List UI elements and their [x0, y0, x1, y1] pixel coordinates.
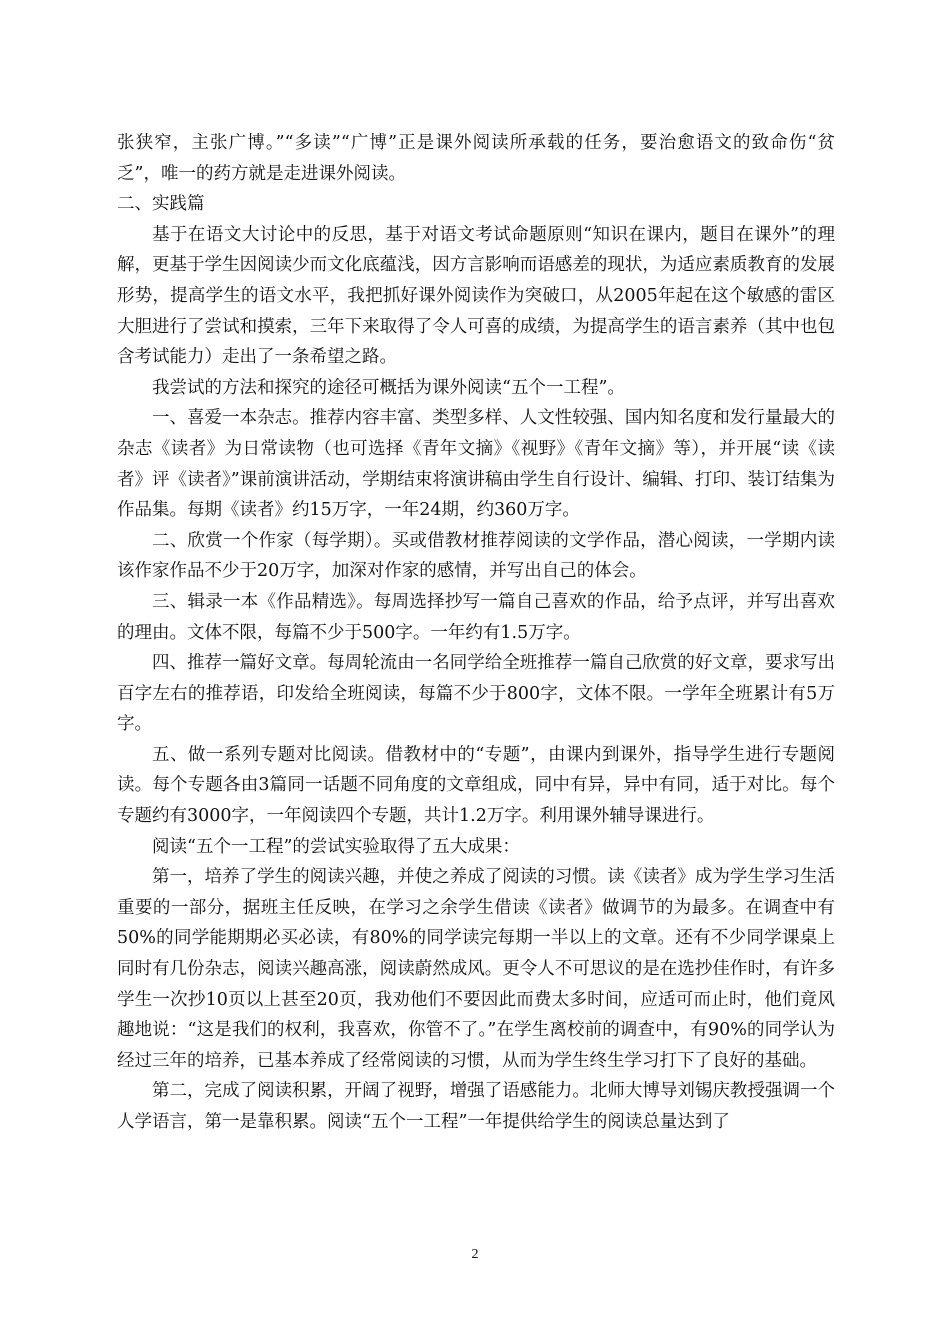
paragraph: 第一，培养了学生的阅读兴趣，并使之养成了阅读的习惯。读《读者》成为学生学习生活重要的一部分，据班主任反映，在学习之余学生借读《读者》做调节的为最多。在调查中有50%的同学能期期必买必读，有80%的同学读完每期一半以上的文章。还有不少同学课桌上同时有几份杂志，阅读兴趣高涨，阅读蔚然成风。更令人不可思议的是在选抄佳作时，有许多学生一次抄10页以上甚至20页，我劝他们不要因此而费太多时间，应适可而止时，他们竟风趣地说：“这是我们的权利，我喜欢，你管不了。”在学生离校前的调查中，有90%的同学认为经过三年的培养，已基本养成了经常阅读的习惯，从而为学生终生学习打下了良好的基础。: [117, 867, 835, 1071]
paragraph: 阅读“五个一工程”的尝试实验取得了五大成果：: [152, 836, 520, 857]
paragraph: 张狭窄，主张广博。”“多读”“广博”正是课外阅读所承载的任务，要治愈语文的致命伤“贫乏”，唯一的药方就是走进课外阅读。: [117, 133, 835, 184]
section-heading: 二、实践篇: [117, 194, 205, 215]
paragraph: 二、欣赏一个作家（每学期）。买或借教材推荐阅读的文学作品，潜心阅读，一学期内读该作家作品不少于20万字，加深对作家的感情，并写出自己的体会。: [117, 530, 835, 582]
page-number: 2: [471, 1247, 479, 1262]
body-text: [117, 128, 835, 1138]
paragraph: 三、辑录一本《作品精选》。每周选择抄写一篇自己喜欢的作品，给予点评，并写出喜欢的理由。文体不限，每篇不少于500字。一年约有1.5万字。: [117, 591, 835, 643]
paragraph: 一、喜爱一本杂志。推荐内容丰富、类型多样、人文性较强、国内知名度和发行量最大的杂志《读者》为日常读物（也可选择《青年文摘》《视野》《青年文摘》等），并开展“读《读者》评《读者》”课前演讲活动，学期结束将演讲稿由学生自行设计、编辑、打印、装订结集为作品集。每期《读者》约15万字，一年24期，约360万字。: [117, 408, 835, 521]
paragraph: 第二，完成了阅读积累，开阔了视野，增强了语感能力。北师大博导刘锡庆教授强调一个人学语言，第一是靠积累。阅读“五个一工程”一年提供给学生的阅读总量达到了: [117, 1081, 835, 1132]
paragraph: 基于在语文大讨论中的反思，基于对语文考试命题原则“知识在课内，题目在课外”的理解，更基于学生因阅读少而文化底蕴浅，因方言影响而语感差的现状，为适应素质教育的发展形势，提高学生的语文水平，我把抓好课外阅读作为突破口，从2005年起在这个敏感的雷区大胆进行了尝试和摸索，三年下来取得了令人可喜的成绩，为提高学生的语言素养（其中也包含考试能力）走出了一条希望之路。: [117, 224, 835, 368]
paragraph: 五、做一系列专题对比阅读。借教材中的“专题”，由课内到课外，指导学生进行专题阅读。每个专题各由3篇同一话题不同角度的文章组成，同中有异，异中有同，适于对比。每个专题约有3000字，一年阅读四个专题，共计1.2万字。利用课外辅导课进行。: [117, 744, 835, 827]
paragraph: 我尝试的方法和探究的途径可概括为课外阅读“五个一工程”。: [152, 377, 625, 398]
paragraph: 四、推荐一篇好文章。每周轮流由一名同学给全班推荐一篇自己欣赏的好文章，要求写出百字左右的推荐语，印发给全班阅读，每篇不少于800字，文体不限。一学年全班累计有5万字。: [117, 653, 835, 735]
